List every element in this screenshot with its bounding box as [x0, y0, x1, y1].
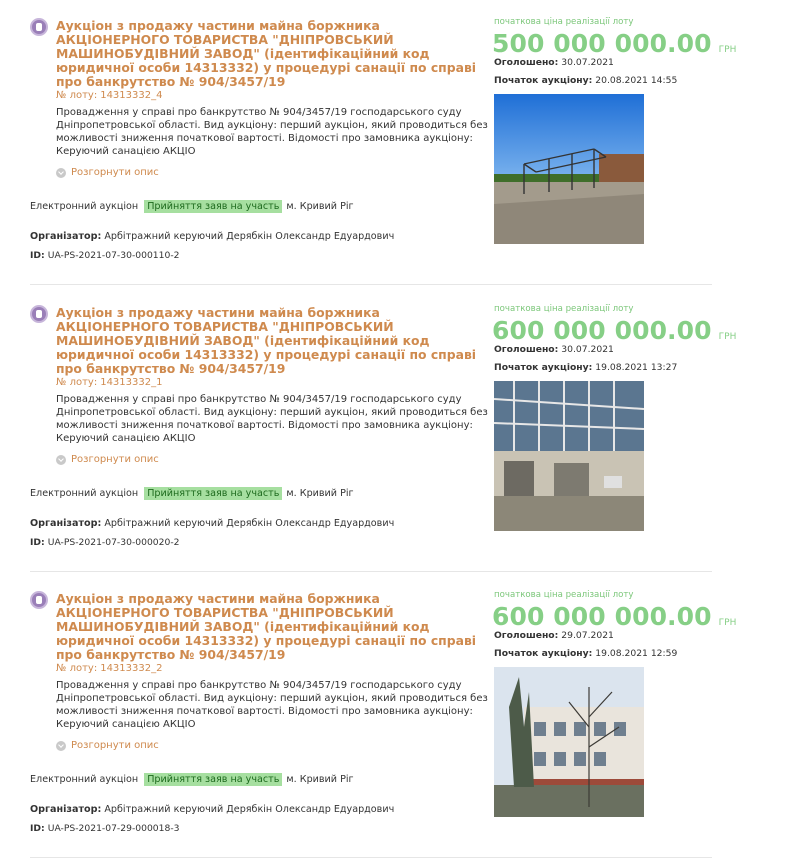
status-badge: Прийняття заяв на участь	[144, 487, 282, 500]
auction-meta: Електронний аукціон Прийняття заяв на участь м. Кривий Ріг	[30, 488, 354, 499]
organizer: Організатор: Арбітражний керуючий Дерябкін Олександр Едуардович	[30, 804, 395, 815]
auction-description: Провадження у справі про банкрутство № 904/3457/19 господарського суду Дніпропетровської області. Вид аукціону: перший аукціон, який проводиться без можливості зниження початкової вартості. Відомості про замовника аукціону: Керуючий санацією АКЦІО	[56, 680, 488, 730]
lot-number: № лоту: 14313332_4	[56, 90, 163, 101]
auction-title-link[interactable]: Аукціон з продажу частини майна боржника АКЦІОНЕРНОГО ТОВАРИСТВА "ДНІПРОВСЬКИЙ МАШИНОБУДІВНИЙ ЗАВОД" (ідентифікаційний код юридичної особи 14313332) у процедурі санації по справі про банкрутство № 904/3457/19	[56, 591, 477, 662]
starting-price: 600 000 000.00 ГРН	[492, 316, 737, 345]
lot-photo[interactable]	[494, 381, 644, 531]
organizer: Організатор: Арбітражний керуючий Дерябкін Олександр Едуардович	[30, 518, 395, 529]
divider	[30, 571, 712, 572]
auction-card	[30, 590, 737, 861]
auction-meta: Електронний аукціон Прийняття заяв на участь м. Кривий Ріг	[30, 201, 354, 212]
expand-description-button[interactable]: Розгорнути опис	[56, 454, 159, 465]
auction-type-icon	[30, 18, 48, 36]
lot-number: № лоту: 14313332_2	[56, 663, 163, 674]
starting-price: 600 000 000.00 ГРН	[492, 602, 737, 631]
chevron-down-icon	[56, 168, 66, 178]
status-badge: Прийняття заяв на участь	[144, 200, 282, 213]
auction-start-date: Початок аукціону: 19.08.2021 12:59	[494, 648, 678, 659]
price-label: початкова ціна реалізації лоту	[494, 304, 634, 314]
auction-card	[30, 304, 737, 591]
lot-photo[interactable]	[494, 94, 644, 244]
expand-description-button[interactable]: Розгорнути опис	[56, 167, 159, 178]
auction-card	[30, 17, 737, 304]
organizer: Організатор: Арбітражний керуючий Дерябкін Олександр Едуардович	[30, 231, 395, 242]
lot-number: № лоту: 14313332_1	[56, 377, 163, 388]
auction-meta: Електронний аукціон Прийняття заяв на участь м. Кривий Ріг	[30, 774, 354, 785]
auction-start-date: Початок аукціону: 20.08.2021 14:55	[494, 75, 678, 86]
announced-date: Оголошено: 29.07.2021	[494, 630, 614, 641]
chevron-down-icon	[56, 455, 66, 465]
auction-type-icon	[30, 305, 48, 323]
expand-description-button[interactable]: Розгорнути опис	[56, 740, 159, 751]
auction-description: Провадження у справі про банкрутство № 904/3457/19 господарського суду Дніпропетровської області. Вид аукціону: перший аукціон, який проводиться без можливості зниження початкової вартості. Відомості про замовника аукціону: Керуючий санацією АКЦІО	[56, 107, 488, 157]
announced-date: Оголошено: 30.07.2021	[494, 344, 614, 355]
announced-date: Оголошено: 30.07.2021	[494, 57, 614, 68]
lot-photo[interactable]	[494, 667, 644, 817]
divider	[30, 284, 712, 285]
auction-description: Провадження у справі про банкрутство № 904/3457/19 господарського суду Дніпропетровської області. Вид аукціону: перший аукціон, який проводиться без можливості зниження початкової вартості. Відомості про замовника аукціону: Керуючий санацією АКЦІО	[56, 394, 488, 444]
starting-price: 500 000 000.00 ГРН	[492, 29, 737, 58]
auction-start-date: Початок аукціону: 19.08.2021 13:27	[494, 362, 678, 373]
auction-id: ID: UA-PS-2021-07-30-000110-2	[30, 250, 180, 261]
auction-type-icon	[30, 591, 48, 609]
price-label: початкова ціна реалізації лоту	[494, 17, 634, 27]
auction-id: ID: UA-PS-2021-07-30-000020-2	[30, 537, 180, 548]
status-badge: Прийняття заяв на участь	[144, 773, 282, 786]
divider	[30, 857, 712, 858]
price-label: початкова ціна реалізації лоту	[494, 590, 634, 600]
chevron-down-icon	[56, 741, 66, 751]
auction-id: ID: UA-PS-2021-07-29-000018-3	[30, 823, 180, 834]
auction-title-link[interactable]: Аукціон з продажу частини майна боржника АКЦІОНЕРНОГО ТОВАРИСТВА "ДНІПРОВСЬКИЙ МАШИНОБУДІВНИЙ ЗАВОД" (ідентифікаційний код юридичної особи 14313332) у процедурі санації по справі про банкрутство № 904/3457/19	[56, 305, 477, 376]
auction-title-link[interactable]: Аукціон з продажу частини майна боржника АКЦІОНЕРНОГО ТОВАРИСТВА "ДНІПРОВСЬКИЙ МАШИНОБУДІВНИЙ ЗАВОД" (ідентифікаційний код юридичної особи 14313332) у процедурі санації по справі про банкрутство № 904/3457/19	[56, 18, 477, 89]
